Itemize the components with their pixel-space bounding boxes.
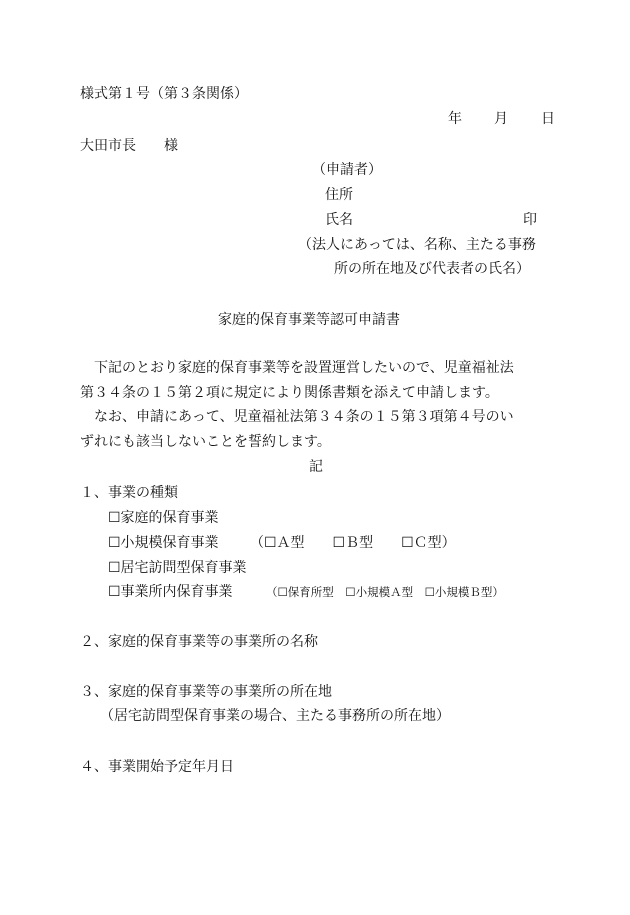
applicant-name-label: 氏名	[325, 212, 353, 228]
option-jigyosho-nai[interactable]: ☐事業所内保育事業	[108, 584, 233, 600]
date-day: 日	[541, 111, 555, 127]
applicant-address-label: 住所	[325, 187, 353, 203]
body-paragraph1-line1: 下記のとおり家庭的保育事業等を設置運営したいので、児童福祉法	[94, 360, 514, 376]
section4-heading: ４、事業開始予定年月日	[80, 759, 234, 775]
body-paragraph2-line1: なお、申請にあって、児童福祉法第３４条の１５第３項第４号のい	[94, 409, 514, 425]
applicant-note-line2: 所の所在地及び代表者の氏名）	[334, 261, 530, 277]
body-paragraph1-line2: 第３４条の１５第２項に規定により関係書類を添えて申請します。	[80, 385, 499, 401]
section3-heading: ３、家庭的保育事業等の事業所の所在地	[80, 684, 332, 700]
applicant-note-line1: （法人にあっては、名称、主たる事務	[298, 237, 536, 253]
option-kateiteki-hoiku[interactable]: ☐家庭的保育事業	[108, 510, 219, 526]
date-year: 年	[448, 111, 462, 127]
option-shokibo-types[interactable]: （☐Ａ型 ☐Ｂ型 ☐Ｃ型）	[250, 535, 456, 551]
section1-heading: １、事業の種類	[80, 485, 178, 501]
document-title: 家庭的保育事業等認可申請書	[218, 312, 400, 328]
form-number: 様式第１号（第３条関係）	[80, 86, 248, 102]
date-month: 月	[494, 111, 508, 127]
applicant-heading: （申請者）	[312, 162, 382, 178]
option-jigyosho-types[interactable]: （☐保育所型 ☐小規模Ａ型 ☐小規模Ｂ型）	[266, 585, 504, 599]
section2-heading: ２、家庭的保育事業等の事業所の名称	[80, 634, 318, 650]
ki-heading: 記	[309, 459, 323, 475]
addressee: 大田市長 様	[80, 138, 178, 154]
seal-mark: 印	[523, 212, 537, 228]
option-shokibo-hoiku[interactable]: ☐小規模保育事業	[108, 535, 219, 551]
section3-note: （居宅訪問型保育事業の場合、主たる事務所の所在地）	[100, 708, 450, 724]
option-kyotaku-homon[interactable]: ☐居宅訪問型保育事業	[108, 560, 247, 576]
body-paragraph2-line2: ずれにも該当しないことを誓約します。	[80, 434, 331, 450]
